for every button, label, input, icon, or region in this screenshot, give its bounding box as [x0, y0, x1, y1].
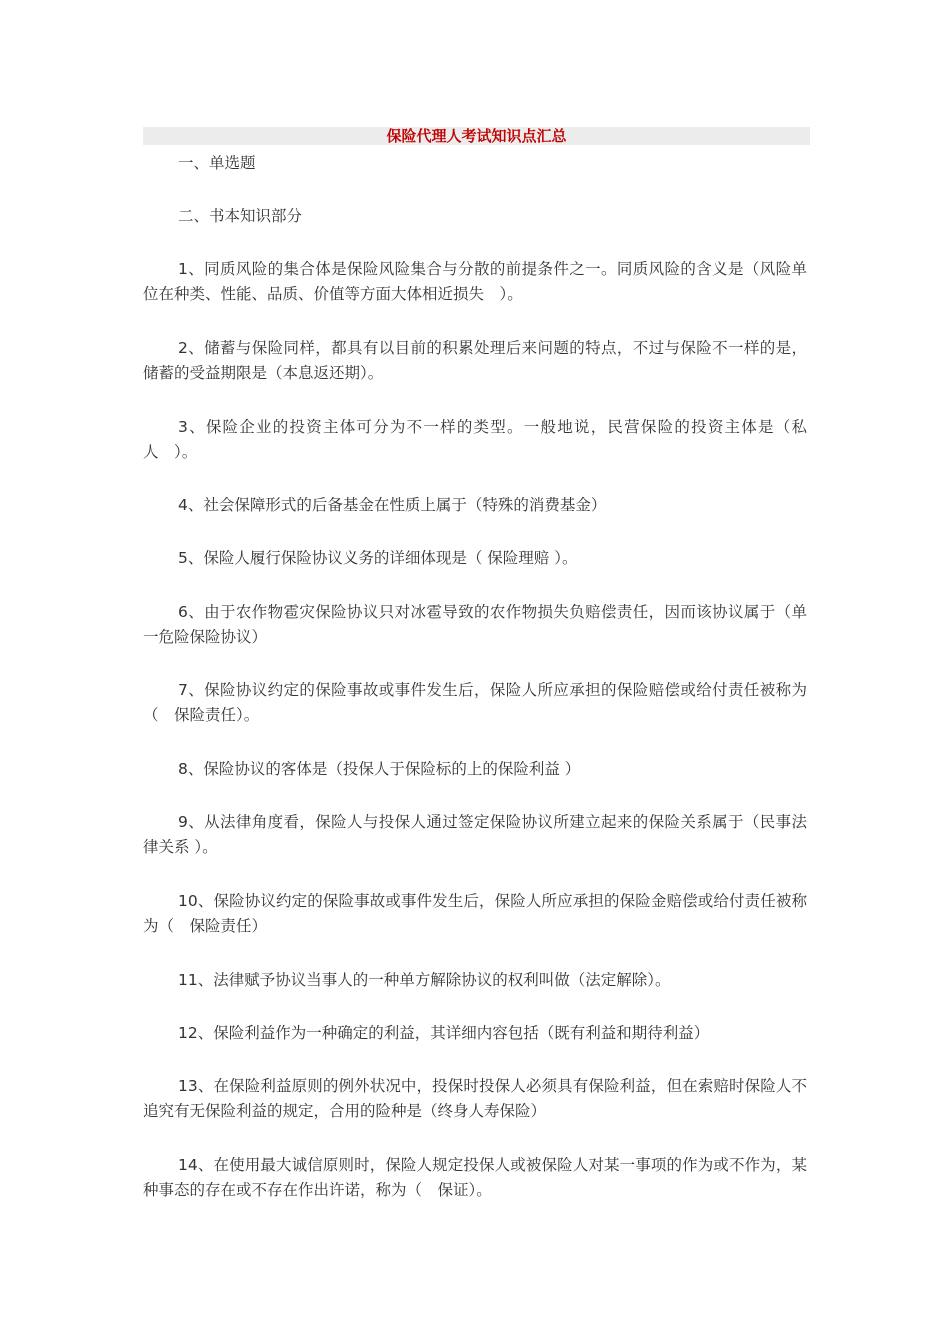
- question-item-8: 8、保险协议的客体是（投保人于保险标的上的保险利益 ）: [178, 760, 581, 778]
- section-heading-book-knowledge: 二、书本知识部分: [178, 207, 303, 225]
- question-item-2: 2、储蓄与保险同样，都具有以目前的积累处理后来问题的特点，不过与保险不一样的是，储蓄的受益期限是（本息返还期）。: [143, 339, 807, 382]
- section-heading-single-choice: 一、单选题: [178, 154, 256, 172]
- question-item-13: 13、在保险利益原则的例外状况中，投保时投保人必须具有保险利益，但在索赔时保险人不追究有无保险利益的规定，合用的险种是（终身人寿保险）: [143, 1077, 807, 1120]
- question-item-7: 7、保险协议约定的保险事故或事件发生后，保险人所应承担的保险赔偿或给付责任被称为（ 保险责任）。: [143, 681, 807, 724]
- question-item-6: 6、由于农作物雹灾保险协议只对冰雹导致的农作物损失负赔偿责任，因而该协议属于（单一危险保险协议）: [143, 603, 807, 646]
- question-item-14: 14、在使用最大诚信原则时，保险人规定投保人或被保险人对某一事项的作为或不作为，某种事态的存在或不存在作出许诺，称为（ 保证）。: [143, 1156, 807, 1199]
- question-item-10: 10、保险协议约定的保险事故或事件发生后，保险人所应承担的保险金赔偿或给付责任被称为（ 保险责任）: [143, 892, 807, 935]
- question-item-1: 1、同质风险的集合体是保险风险集合与分散的前提条件之一。同质风险的含义是（风险单位在种类、性能、品质、价值等方面大体相近损失 ）。: [143, 260, 807, 303]
- question-item-12: 12、保险利益作为一种确定的利益，其详细内容包括（既有利益和期待利益）: [178, 1024, 710, 1042]
- question-item-11: 11、法律赋予协议当事人的一种单方解除协议的权利叫做（法定解除）。: [178, 971, 671, 989]
- document-title: 保险代理人考试知识点汇总: [386, 127, 567, 145]
- question-item-5: 5、保险人履行保险协议义务的详细体现是（ 保险理赔 ）。: [178, 549, 578, 567]
- question-item-9: 9、从法律角度看，保险人与投保人通过签定保险协议所建立起来的保险关系属于（民事法律关系 ）。: [143, 813, 807, 856]
- question-item-4: 4、社会保障形式的后备基金在性质上属于（特殊的消费基金）: [178, 496, 607, 514]
- question-item-3: 3、保险企业的投资主体可分为不一样的类型。一般地说，民营保险的投资主体是（私人 ）。: [143, 418, 807, 461]
